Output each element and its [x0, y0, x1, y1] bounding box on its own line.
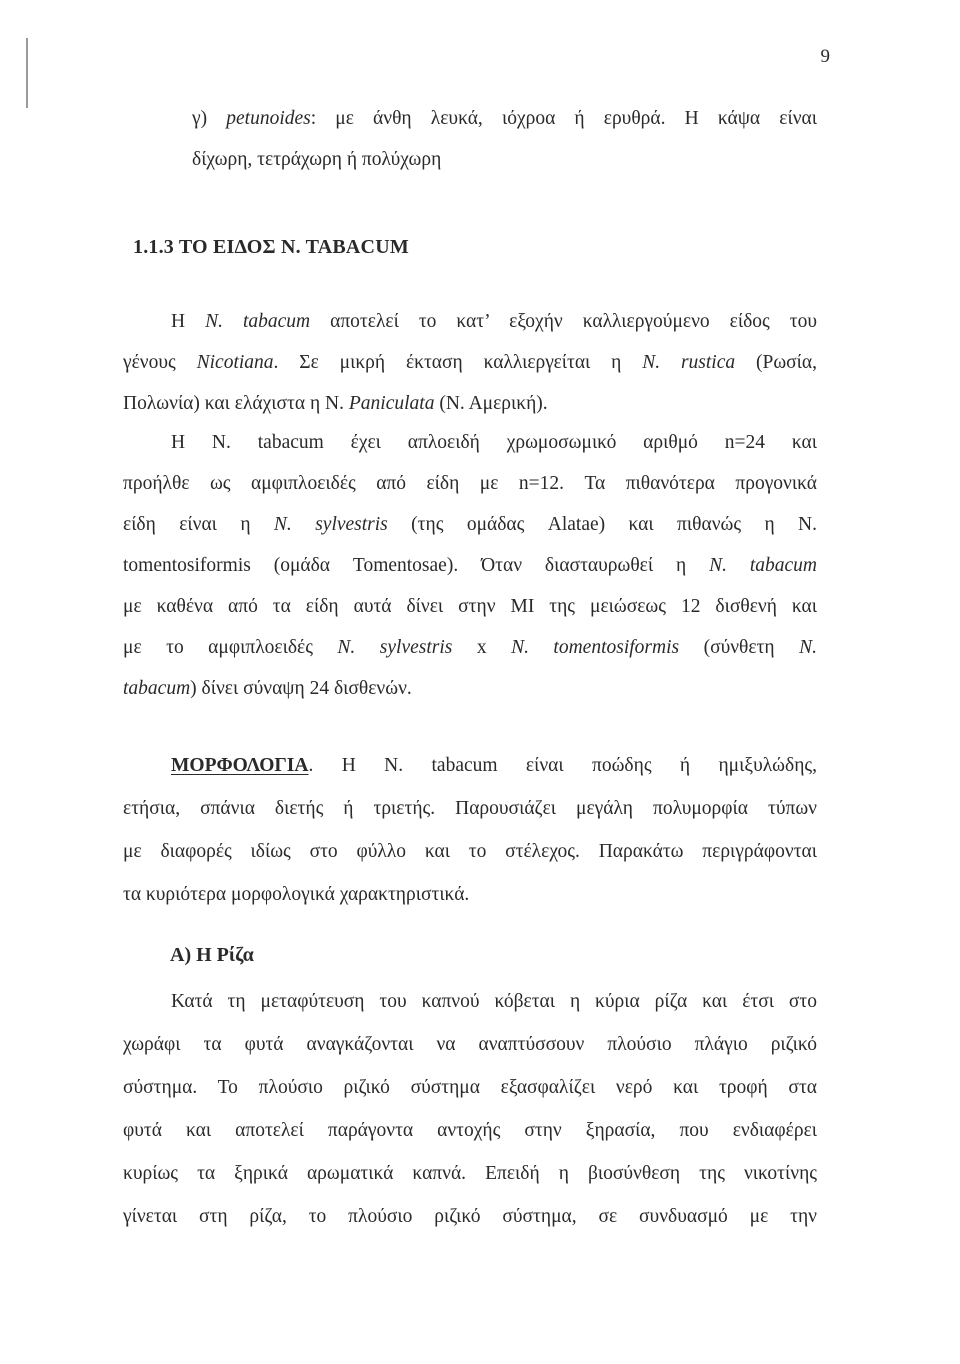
text-line: Η N. tabacum έχει απλοειδή χρωμοσωμικό αριθμό n=24 και [171, 432, 817, 453]
section-heading: 1.1.3 ΤΟ ΕΙΔΟΣ N. TABACUM [133, 236, 409, 258]
text-line: γένους Nicotiana. Σε μικρή έκταση καλλιεργείται η N. rustica (Ρωσία, [123, 352, 817, 373]
text-line: tomentosiformis (ομάδα Tomentosae). Όταν διασταυρωθεί η N. tabacum [123, 555, 817, 576]
morphology-heading: ΜΟΡΦΟΛΟΓΙΑ [171, 755, 309, 776]
paragraph-root [123, 980, 817, 1238]
text-line: ΜΟΡΦΟΛΟΓΙΑ. Η N. tabacum είναι ποώδης ή ημιξυλώδης, [171, 755, 817, 776]
paragraph-chromosomes [123, 422, 817, 709]
text-line: χωράφι τα φυτά αναγκάζονται να αναπτύσσουν πλούσιο πλάγιο ριζικό [123, 1034, 817, 1055]
list-item-petunoides [192, 98, 817, 180]
text-line: με καθένα από τα είδη αυτά δίνει στην MI της μειώσεως 12 δισθενή και [123, 596, 817, 617]
subheading-root: Α) Η Ρίζα [170, 944, 254, 966]
text-line: είδη είναι η N. sylvestris (της ομάδας Alatae) και πιθανώς η N. [123, 514, 818, 535]
text-line: κυρίως τα ξηρικά αρωματικά καπνά. Επειδή η βιοσύνθεση της νικοτίνης [123, 1163, 817, 1184]
text-line: Πολωνία) και ελάχιστα η N. Paniculata (Ν. Αμερική). [123, 393, 548, 414]
paragraph-intro [123, 301, 817, 424]
text-line: με διαφορές ιδίως στο φύλλο και το στέλεχος. Παρακάτω περιγράφονται [123, 841, 817, 862]
paragraph-morphology [123, 744, 817, 916]
text-line: φυτά και αποτελεί παράγοντα αντοχής στην ξηρασία, που ενδιαφέρει [123, 1120, 817, 1141]
text-line: tabacum) δίνει σύναψη 24 δισθενών. [123, 678, 412, 699]
page-number: 9 [820, 46, 830, 67]
text-line: γ) petunoides: με άνθη λευκά, ιόχροα ή ερυθρά. Η κάψα είναι [192, 108, 817, 129]
text-line: Κατά τη μεταφύτευση του καπνού κόβεται η κύρια ρίζα και έτσι στο [171, 991, 817, 1012]
text-line: ετήσια, σπάνια διετής ή τριετής. Παρουσιάζει μεγάλη πολυμορφία τύπων [123, 798, 817, 819]
text-line: Η N. tabacum αποτελεί το κατ’ εξοχήν καλλιεργούμενο είδος του [171, 311, 817, 332]
text-line: τα κυριότερα μορφολογικά χαρακτηριστικά. [123, 884, 470, 905]
text-line: γίνεται στη ρίζα, το πλούσιο ριζικό σύστημα, σε συνδυασμό με την [123, 1206, 817, 1227]
text-line: δίχωρη, τετράχωρη ή πολύχωρη [192, 149, 442, 170]
text-line: με το αμφιπλοειδές N. sylvestris x N. tomentosiformis (σύνθετη N. [123, 637, 817, 658]
text-line: προήλθε ως αμφιπλοειδές από είδη με n=12. Τα πιθανότερα προγονικά [123, 473, 817, 494]
text-line: σύστημα. Το πλούσιο ριζικό σύστημα εξασφαλίζει νερό και τροφή στα [123, 1077, 817, 1098]
margin-rule [26, 38, 28, 108]
